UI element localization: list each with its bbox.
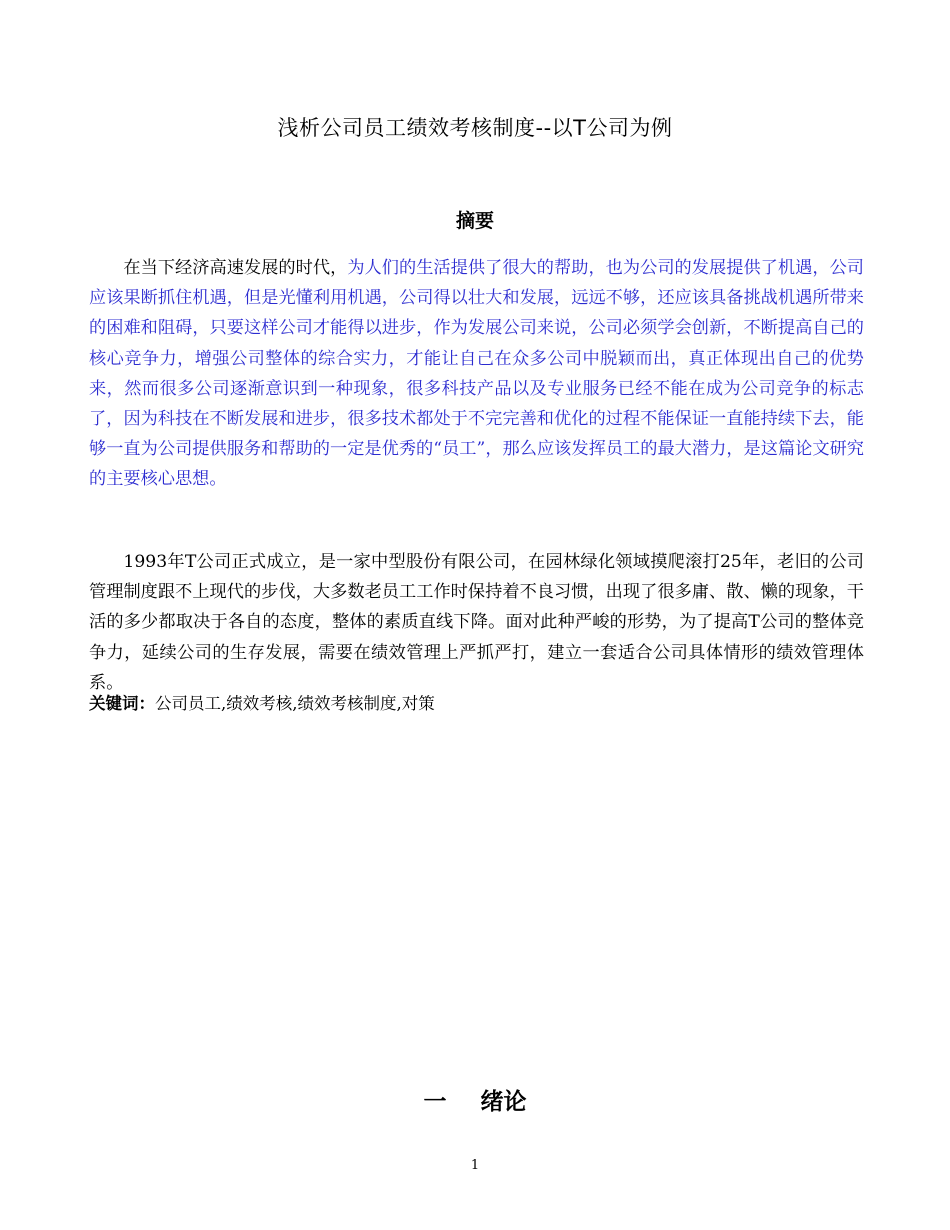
abstract-paragraph-1 [89,253,864,495]
chapter-title: 绪论 [480,1089,527,1115]
chapter-heading [0,1083,950,1116]
abstract-paragraph-2: 1993年T公司正式成立，是一家中型股份有限公司，在园林绿化领域摸爬滚打25年，老旧的公司管理制度跟不上现代的步伐，大多数老员工工作时保持着不良习惯，出现了很多庸、散、懒的现象，干活的多少都取决于各自的态度，整体的素质直线下降。面对此种严峻的形势，为了提高T公司的整体竞争力，延续公司的生存发展，需要在绩效管理上严抓严打，建立一套适合公司具体情形的绩效管理体系。 [89,552,864,693]
abstract-heading: 摘要 [455,210,494,232]
keywords-label: 关键词： [89,694,155,713]
keywords-value: 公司员工,绩效考核,绩效考核制度,对策 [155,694,435,713]
abstract-paragraph-1-lead: 在当下经济高速发展的时代， [123,258,348,278]
chapter-number: 一 [423,1089,447,1115]
document-title: 浅析公司员工绩效考核制度--以T公司为例 [277,116,673,140]
abstract-paragraph-1-highlighted-text: 为人们的生活提供了很大的帮助，也为公司的发展提供了机遇，公司应该果断抓住机遇，但是光懂利用机遇，公司得以壮大和发展，远远不够，还应该具备挑战机遇所带来的困难和阻碍，只要这样公司才能得以进步，作为发展公司来说，公司必须学会创新，不断提高自己的核心竞争力，增强公司整体的综合实力，才能让自己在众多公司中脱颖而出，真正体现出自己的优势来，然而很多公司逐渐意识到一种现象，很多科技产品以及专业服务已经不能在成为公司竞争的标志了，因为科技在不断发展和进步，很多技术都处于不完完善和优化的过程不能保证一直能持续下去，能够一直为公司提供服务和帮助的一定是优秀的“员工”，那么应该发挥员工的最大潜力，是这篇论文研究的主要核心思想。 [89,258,864,490]
page-number: 1 [470,1158,480,1173]
keywords-line [89,690,864,718]
